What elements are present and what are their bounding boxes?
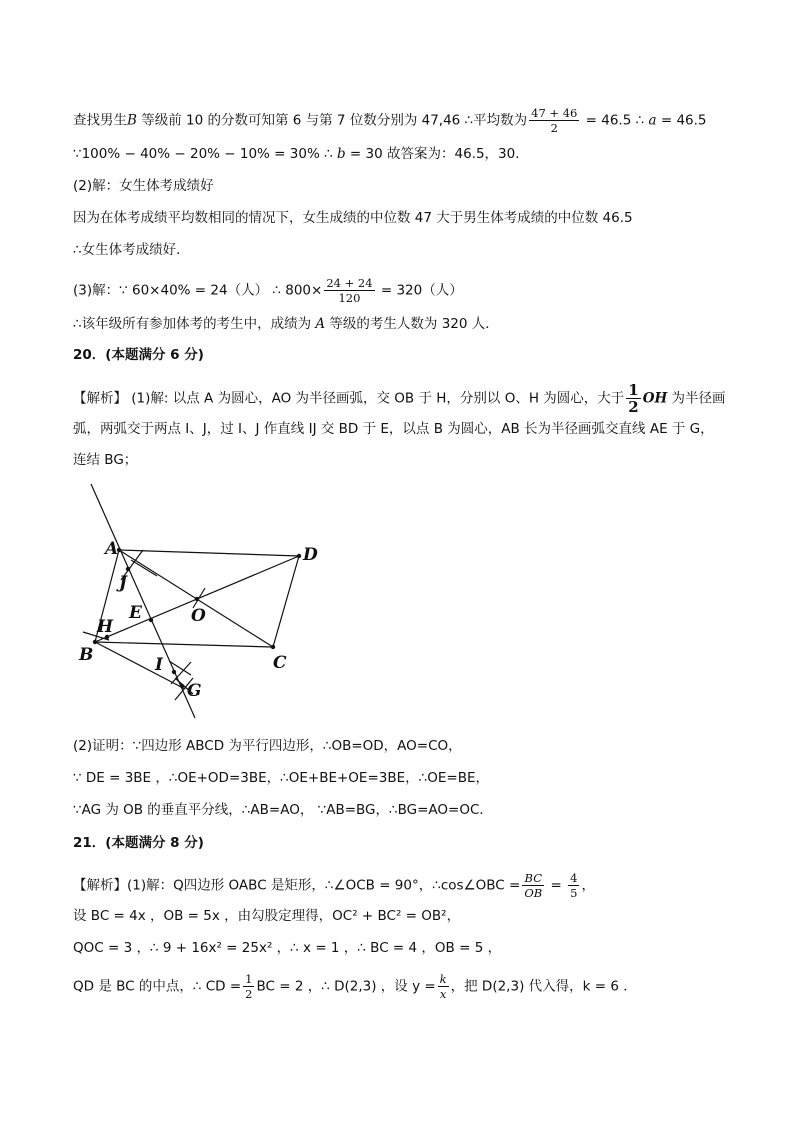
q21-line-4 [73, 972, 637, 1001]
text: 为半径画 [667, 390, 726, 407]
q19-line-4: 因为在体考成绩平均数相同的情况下，女生成绩的中位数 47 大于男生体考成绩的中位数 46.5 [73, 210, 633, 226]
q19-line-7 [73, 315, 499, 333]
numerator: 4 [570, 871, 578, 885]
text: 【解析】 (1)解: 以点 A 为圆心，AO 为半径画弧，交 OB 于 H，分别以 O、H 为圆心，大于 [73, 390, 625, 407]
text: = 46.5 ∴ [581, 112, 649, 129]
denominator: 120 [338, 291, 361, 305]
point-o [195, 597, 199, 601]
q21-line-3: QOC = 3 ，∴ 9 + 16x² = 25x² ，∴ x = 1 ，∴ BC = 4 ，OB = 5 ， [73, 940, 502, 956]
text: = 30 故答案为：46.5，30． [345, 146, 529, 162]
var: B [127, 112, 137, 129]
text: ，把 D(2,3) 代入得，k = 6 ． [450, 978, 637, 995]
denominator: 2 [550, 121, 558, 135]
label-a: A [105, 539, 119, 559]
text: BC = 2 ，∴ D(2,3) ，设 y = [256, 978, 436, 995]
q20-paragraph-3: 连结 BG； [73, 452, 138, 468]
text: 查找男生 [73, 112, 127, 129]
point-d [297, 554, 301, 558]
text: ∴该年级所有参加体考的考生中，成绩为 [73, 316, 316, 332]
q20-proof-3: ∵AG 为 OB 的垂直平分线，∴AB=AO， ∵AB=BG，∴BG=AO=OC． [73, 802, 493, 818]
segment-cb [95, 642, 273, 647]
point-g [180, 684, 184, 688]
point-i [172, 670, 176, 674]
numerator: 47 + 46 [531, 106, 578, 120]
text: 等级前 10 的分数可知第 6 与第 7 位数分别为 47,46 ∴平均数为 [136, 112, 528, 129]
text: ， [581, 877, 595, 894]
label-o: O [191, 606, 206, 626]
denominator: x [439, 987, 447, 1001]
numerator: 1 [245, 972, 253, 986]
text: QD 是 BC 的中点，∴ CD = [73, 978, 242, 995]
q20-proof-1: (2)证明：∵四边形 ABCD 为平行四边形，∴OB=OD，AO=CO， [73, 738, 462, 754]
point-c [271, 645, 275, 649]
point-e [149, 618, 153, 622]
fraction [243, 972, 254, 1001]
q19-line-5: ∴女生体考成绩好． [73, 242, 190, 258]
denominator: 2 [628, 398, 639, 416]
numerator: k [439, 972, 447, 986]
label-h: H [97, 617, 114, 637]
denominator: 5 [570, 886, 578, 900]
denominator: 2 [245, 987, 253, 1001]
var: a [648, 112, 657, 129]
fraction [438, 972, 449, 1001]
fraction [568, 871, 579, 900]
text: ∵100% − 40% − 20% − 10% = 30% ∴ [73, 146, 337, 162]
var: b [336, 146, 346, 162]
fraction [324, 276, 374, 305]
var: OH [642, 390, 668, 407]
label-g: G [187, 681, 202, 701]
text: 等级的考生人数为 320 人． [325, 316, 499, 332]
text: (3)解：∵ 60×40% = 24（人） ∴ 800× [73, 282, 323, 299]
label-j: J [119, 573, 128, 593]
label-c: C [273, 653, 287, 673]
var: A [315, 316, 326, 332]
q19-line-1 [73, 106, 707, 135]
fraction [626, 382, 640, 415]
text: = [546, 877, 567, 894]
q20-paragraph-1 [73, 382, 726, 415]
label-d: D [303, 545, 318, 565]
numerator: 1 [628, 381, 639, 399]
label-b: B [79, 645, 94, 665]
fraction [522, 871, 544, 900]
q20-paragraph-2: 弧，两弧交于两点 I、J，过 I、J 作直线 IJ 交 BD 于 E，以点 B 为圆心，AB 长为半径画弧交直线 AE 于 G， [73, 421, 714, 437]
numerator: BC [522, 871, 544, 886]
q21-heading: 21．(本题满分 8 分) [73, 835, 204, 851]
segment-ad [119, 550, 299, 556]
q19-line-3: (2)解：女生体考成绩好 [73, 178, 214, 194]
q20-heading: 20．(本题满分 6 分) [73, 347, 204, 363]
q21-line-1 [73, 871, 595, 900]
geometry-figure [73, 478, 343, 728]
label-e: E [129, 603, 142, 623]
text: = 320（人） [376, 282, 463, 299]
text: 【解析】(1)解：Q四边形 OABC 是矩形，∴∠OCB = 90°，∴cos∠OBC = [73, 877, 521, 894]
denominator: OB [524, 886, 543, 900]
arc-mark-j1 [131, 560, 157, 576]
point-j [126, 567, 130, 571]
segment-dc [273, 556, 299, 647]
q21-line-2: 设 BC = 4x ，OB = 5x ，由勾股定理得，OC² + BC² = OB²， [73, 908, 461, 924]
text: = 46.5 [656, 112, 707, 129]
point-b [93, 640, 97, 644]
label-i: I [155, 655, 163, 675]
fraction [529, 106, 579, 135]
q19-line-6 [73, 276, 463, 305]
line-ag [91, 484, 195, 718]
numerator: 24 + 24 [326, 276, 373, 290]
q19-line-2 [73, 145, 529, 163]
q20-proof-2: ∵ DE = 3BE ，∴OE+OD=3BE，∴OE+BE+OE=3BE，∴OE=BE， [73, 770, 489, 786]
